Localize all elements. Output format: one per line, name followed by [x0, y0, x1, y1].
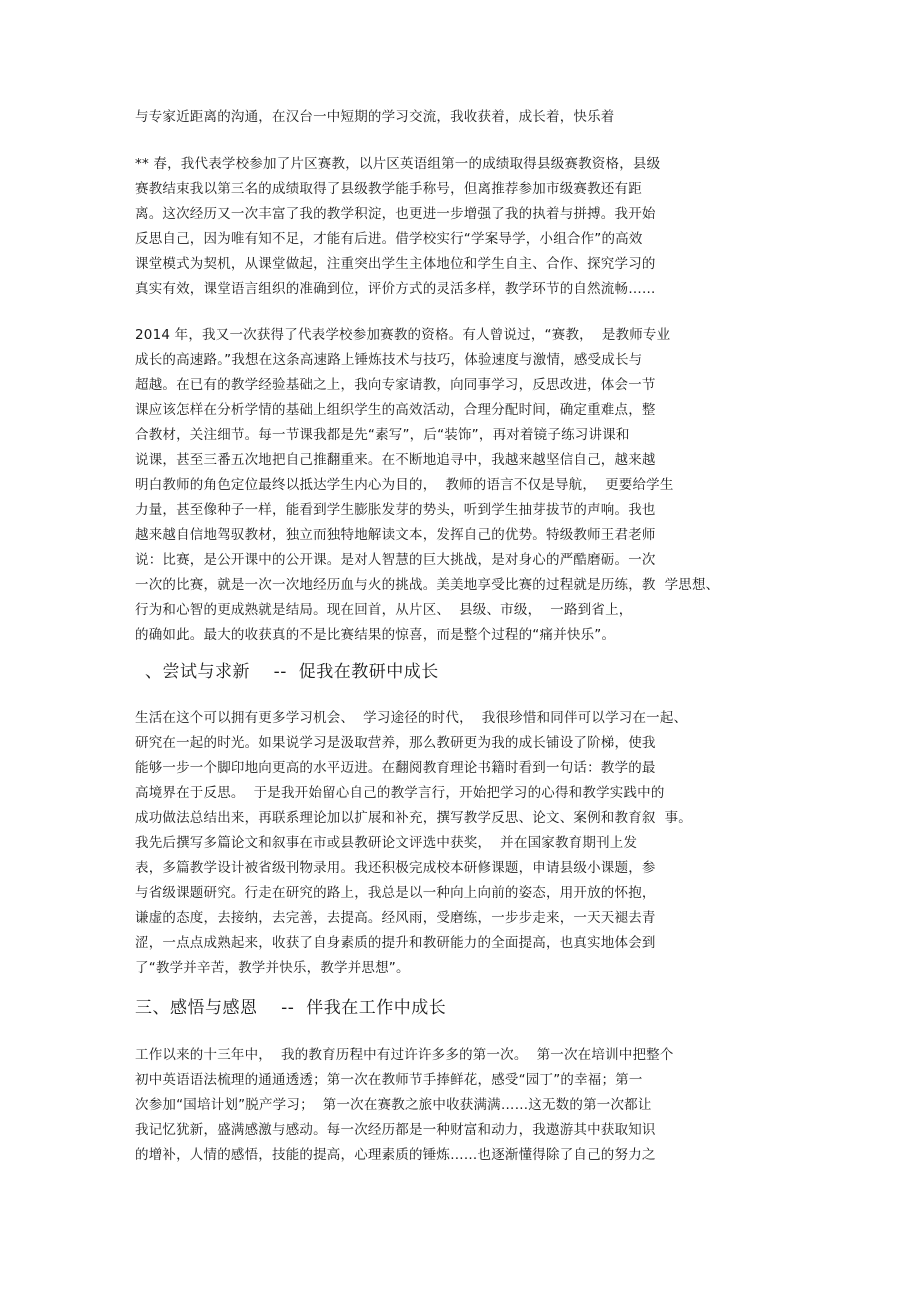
paragraph-line: 成功做法总结出来，再联系理论加以扩展和补充，撰写教学反思、论文、案例和教育叙 事。	[135, 810, 692, 826]
paragraph-line: 行为和心智的更成熟就是结局。现在回首，从片区、 县级、市级， 一路到省上，	[135, 602, 633, 618]
paragraph-line: 说课，甚至三番五次地把自己推翻重来。在不断地追寻中，我越来越坚信自己，越来越	[135, 452, 656, 468]
paragraph-line: 的增补，人情的感悟，技能的提高，心理素质的锤炼……也逐渐懂得除了自己的努力之	[135, 1147, 656, 1163]
paragraph-line: 超越。在已有的教学经验基础之上，我向专家请教，向同事学习，反思改进，体会一节	[135, 377, 656, 393]
paragraph-line: ** 春，我代表学校参加了片区赛教，以片区英语组第一的成绩取得县级赛教资格，县级	[135, 156, 661, 172]
paragraph-line: 高境界在于反思。 于是我开始留心自己的教学言行，开始把学习的心得和教学实践中的	[135, 785, 665, 801]
section-heading-research: 、尝试与求新 -- 促我在教研中成长	[145, 662, 439, 682]
paragraph-line: 谦虚的态度，去接纳，去完善，去提高。经风雨，受磨练，一步步走来，一天天褪去青	[135, 910, 656, 926]
paragraph-line: 涩，一点点成熟起来，收获了自身素质的提升和教研能力的全面提高，也真实地体会到	[135, 935, 656, 951]
section-heading-gratitude: 三、感悟与感恩 -- 伴我在工作中成长	[135, 998, 447, 1018]
paragraph-line: 生活在这个可以拥有更多学习机会、 学习途径的时代， 我很珍惜和同伴可以学习在一起、	[135, 710, 688, 726]
paragraph-line: 能够一步一个脚印地向更高的水平迈进。在翻阅教育理论书籍时看到一句话：教学的最	[135, 760, 656, 776]
paragraph-line: 研究在一起的时光。如果说学习是汲取营养，那么教研更为我的成长铺设了阶梯，使我	[135, 735, 656, 751]
paragraph-line: 说：比赛，是公开课中的公开课。是对人智慧的巨大挑战，是对身心的严酷磨砺。一次	[135, 552, 656, 568]
intro-line: 与专家近距离的沟通，在汉台一中短期的学习交流，我收获着，成长着，快乐着	[135, 109, 615, 125]
paragraph-line: 反思自己，因为唯有知不足，才能有后进。借学校实行“学案导学，小组合作”的高效	[135, 231, 643, 247]
paragraph-line: 课应该怎样在分析学情的基础上组织学生的高效活动，合理分配时间，确定重难点，整	[135, 402, 656, 418]
paragraph-line: 真实有效，课堂语言组织的准确到位，评价方式的灵活多样，教学环节的自然流畅……	[135, 281, 656, 297]
paragraph-line: 的确如此。最大的收获真的不是比赛结果的惊喜，而是整个过程的“痛并快乐”。	[135, 627, 616, 643]
paragraph-line: 工作以来的十三年中， 我的教育历程中有过许许多多的第一次。 第一次在培训中把整个	[135, 1047, 674, 1063]
paragraph-line: 力量，甚至像种子一样，能看到学生膨胀发芽的势头，听到学生抽芽拔节的声响。我也	[135, 502, 656, 518]
paragraph-line: 明白教师的角色定位最终以抵达学生内心为目的， 教师的语言不仅是导航， 更要给学生	[135, 477, 674, 493]
paragraph-line: 表，多篇教学设计被省级刊物录用。我还积极完成校本研修课题，申请县级小课题，参	[135, 860, 656, 876]
paragraph-line: 初中英语语法梳理的通通透透；第一次在教师节手捧鲜花，感受“园丁”的幸福；第一	[135, 1072, 643, 1088]
paragraph-line: 离。这次经历又一次丰富了我的教学积淀，也更进一步增强了我的执着与拼搏。我开始	[135, 206, 656, 222]
paragraph-line: 越来越自信地驾驭教材，独立而独特地解读文本，发挥自己的优势。特级教师王君老师	[135, 527, 656, 543]
paragraph-line: 一次的比赛，就是一次一次地经历血与火的挑战。美美地享受比赛的过程就是历练，教 学思想、	[135, 577, 720, 593]
paragraph-line: 我记忆犹新，盛满感激与感动。每一次经历都是一种财富和动力，我遨游其中获取知识	[135, 1122, 656, 1138]
paragraph-line: 课堂模式为契机，从课堂做起，注重突出学生主体地位和学生自主、合作、探究学习的	[135, 256, 656, 272]
paragraph-line: 了“教学并辛苦，教学并快乐，教学并思想”。	[135, 960, 410, 976]
paragraph-line: 与省级课题研究。行走在研究的路上，我总是以一种向上向前的姿态，用开放的怀抱，	[135, 885, 656, 901]
paragraph-line: 次参加“国培计划”脱产学习； 第一次在赛教之旅中收获满满……这无数的第一次都让	[135, 1097, 652, 1113]
paragraph-line: 成长的高速路。”我想在这条高速路上锤炼技术与技巧，体验速度与激情，感受成长与	[135, 352, 643, 368]
paragraph-line: 我先后撰写多篇论文和叙事在市或县教研论文评选中获奖， 并在国家教育期刊上发	[135, 835, 638, 851]
paragraph-line: 赛教结束我以第三名的成绩取得了县级教学能手称号，但离推荐参加市级赛教还有距	[135, 181, 642, 197]
paragraph-line: 合教材，关注细节。每一节课我都是先“素写”，后“装饰”，再对着镜子练习讲课和	[135, 427, 630, 443]
paragraph-line: 2014 年，我又一次获得了代表学校参加赛教的资格。有人曾说过，“赛教， 是教师专业	[135, 327, 671, 343]
